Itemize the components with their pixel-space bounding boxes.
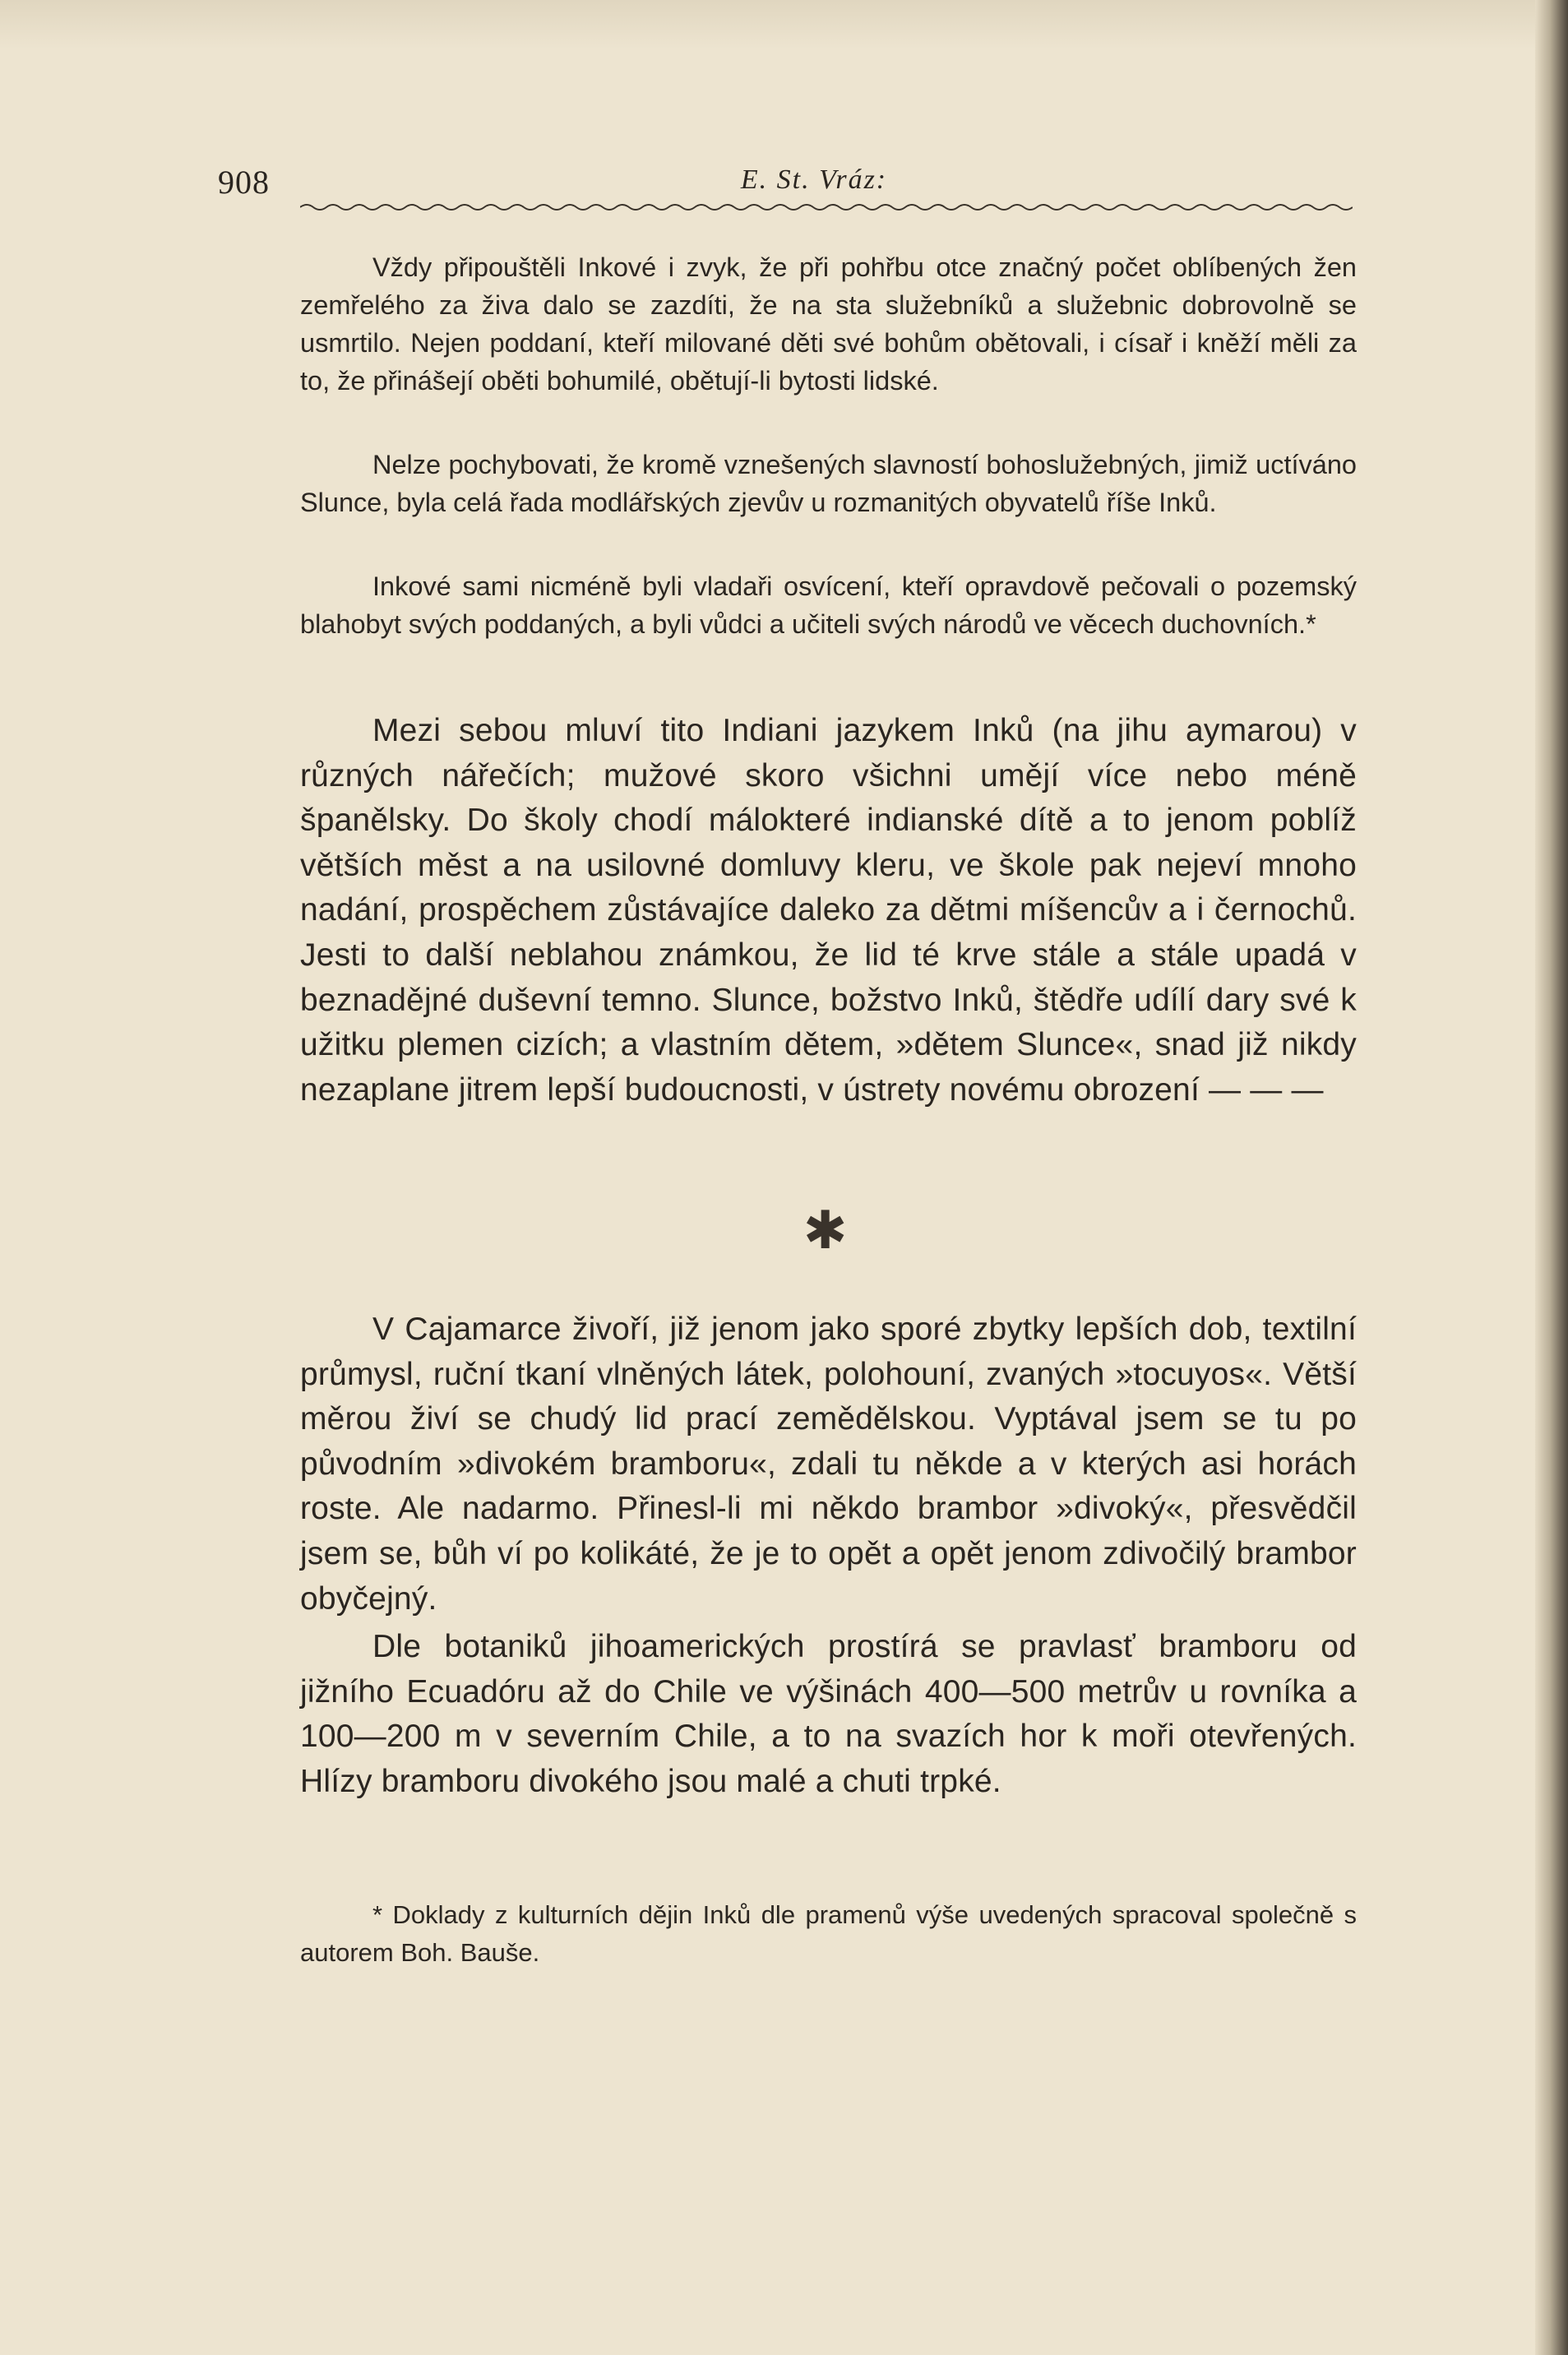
main-paragraph-2: V Cajamarce živoří, již jenom jako sporé zbytky lepších dob, textilní průmysl, ruční tkaní vlněných látek, polohouní, zvaných »tocuyos«. Větší měrou živí se chudý lid prací zemědělskou. Vyptával jsem se tu po původním »divokém bramboru«, zdali tu někde a v kterých asi horách roste. Ale nadarmo. Přinesl-li mi někdo brambor »divoký«, přesvědčil jsem se, bůh ví po kolikáté, že je to opět a opět jenom zdivočilý brambor obyčejný. — [300, 1312, 1357, 1617]
small-paragraph-1: Vždy připouštěli Inkové i zvyk, že při pohřbu otce značný počet oblíbených žen zemřelého za živa dalo se zazdíti, že na sta služebníků a služebnic dobrovolně se usmrtilo. Nejen poddaní, kteří milované děti své bohům obětovali, i císař i kněží měli za to, že přinášejí oběti bohumilé, obětují-li bytosti lidské. — [300, 252, 1357, 396]
page-number: 908 — [218, 164, 270, 201]
running-head: E. St. Vráz: — [740, 164, 888, 195]
footnote: * Doklady z kulturních dějin Inků dle pramenů výše uvedených spracoval společně s autorem Boh. Bauše. — [300, 1900, 1357, 1967]
main-paragraph-3: Dle botaniků jihoamerických prostírá se pravlasť bramboru od jižního Ecuadóru až do Chile ve výšinách 400—500 metrův u rovníka a 100—200 m v severním Chile, a to na svazích hor k moři otevřených. Hlízy bramboru divokého jsou malé a chuti trpké. — [300, 1629, 1357, 1799]
section-separator-asterisk: ✱ — [803, 1201, 848, 1261]
header-wavy-rule — [300, 202, 1353, 212]
page-top-shade — [0, 0, 1535, 49]
small-paragraph-3: Inkové sami nicméně byli vladaři osvícení, kteří opravdově pečovali o pozemský blahobyt svých poddaných, a byli vůdci a učiteli svých národů ve věcech duchovních.* — [300, 571, 1357, 639]
main-paragraph-1: Mezi sebou mluví tito Indiani jazykem Inků (na jihu aymarou) v různých nářečích; mužové skoro všichni umějí více nebo méně španělsky. Do školy chodí málokteré indianské dítě a to jenom poblíž větších měst a na usilovné domluvy kleru, ve škole pak nejeví mnoho nadání, prospěchem zůstávajíce daleko za dětmi míšencův a i černochů. Jesti to další neblahou známkou, že lid té krve stále a stále upadá v beznadějné duševní temno. Slunce, božstvo Inků, štědře udílí dary své k užitku plemen cizích; a vlastním dětem, »dětem Slunce«, snad již nikdy nezaplane jitrem lepší budoucnosti, v ústrety novému obrození — — — — [300, 713, 1357, 1108]
small-paragraph-2: Nelze pochybovati, že kromě vznešených slavností bohoslužebných, jimiž uctíváno Slunce, byla celá řada modlářských zjevův u rozmanitých obyvatelů říše Inků. — [300, 450, 1357, 517]
book-gutter-edge — [1535, 0, 1568, 2355]
